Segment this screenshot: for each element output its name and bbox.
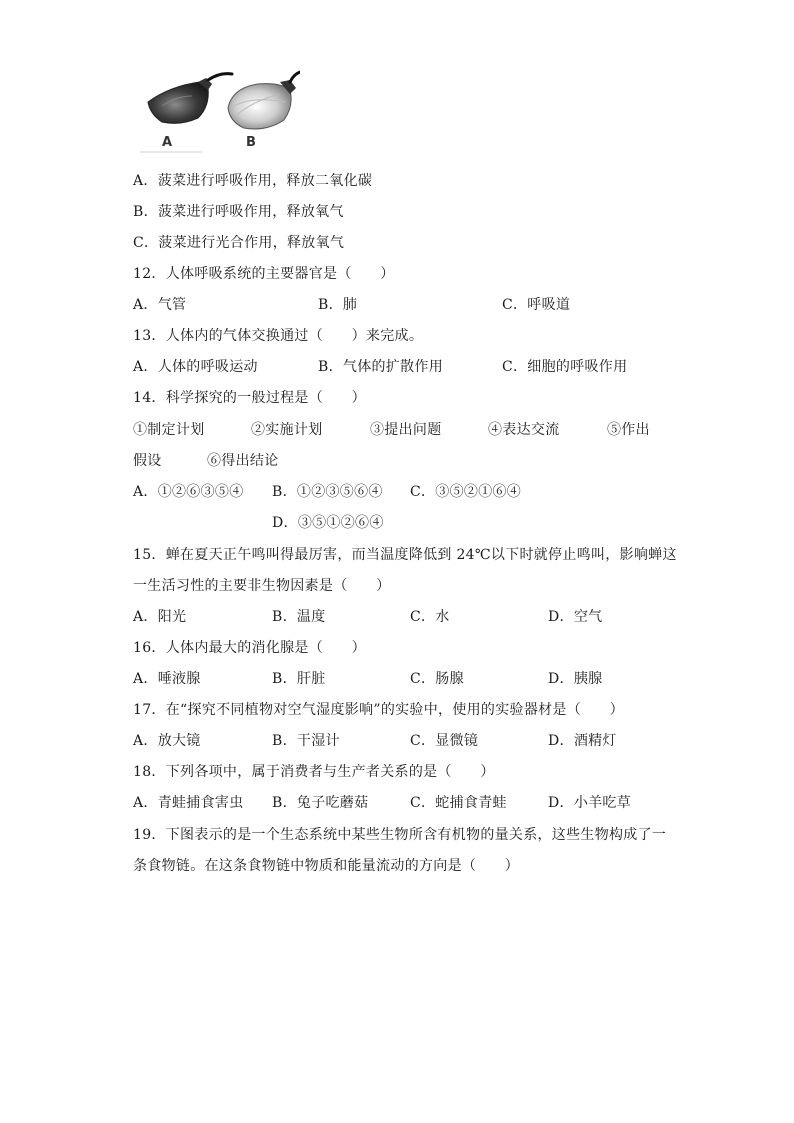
q18-option-c: C．蛇捕食青蛙: [410, 795, 507, 811]
q14-option-c: C．③⑤②①⑥④: [410, 484, 522, 500]
q12-option-c: C．呼吸道: [502, 297, 571, 313]
q18-option-d: D．小羊吃草: [548, 795, 632, 811]
q17-option-c: C．显微镜: [410, 733, 479, 749]
q14-step-6: ⑥得出结论: [207, 453, 279, 469]
q15-option-d: D．空气: [548, 609, 603, 625]
q17-option-d: D．酒精灯: [548, 733, 617, 749]
q14-stem: 14．科学探究的一般过程是（ ）: [133, 390, 366, 406]
q14-options: [133, 482, 553, 502]
q11-option-b: B．菠菜进行呼吸作用，释放氧气: [133, 204, 344, 220]
q13-option-c: C．细胞的呼吸作用: [502, 359, 628, 375]
q14-option-a: A．①②⑥③⑤④: [133, 484, 244, 500]
q14-option-d: D．③⑤①②⑥④: [272, 515, 384, 531]
q15-option-c: C．水: [410, 609, 450, 625]
q15-option-b: B．温度: [272, 609, 326, 625]
q16-option-a: A．唾液腺: [133, 671, 201, 687]
q13-option-b: B．气体的扩散作用: [318, 359, 443, 375]
q17-stem: 17．在“探究不同植物对空气湿度影响”的实验中，使用的实验器材是（ ）: [133, 702, 624, 718]
figure-label-a: A: [162, 135, 173, 150]
q12-options: [133, 295, 673, 315]
q16-option-d: D．胰腺: [548, 671, 603, 687]
q15-option-a: A．阳光: [133, 609, 187, 625]
q15-stem-line1: 15．蝉在夏天正午鸣叫得最厉害，而当温度降低到 24℃以下时就停止鸣叫，影响蝉这: [133, 547, 677, 563]
q13-option-a: A．人体的呼吸运动: [133, 359, 258, 375]
figure-label-b: B: [246, 135, 256, 150]
q16-options: [133, 669, 653, 689]
q14-step-4: ④表达交流: [488, 422, 560, 438]
q16-stem: 16．人体内最大的消化腺是（ ）: [133, 640, 366, 656]
q14-step-5: ⑤作出: [607, 422, 650, 438]
q13-options: [133, 357, 673, 377]
q18-option-a: A．青蛙捕食害虫: [133, 795, 244, 811]
q13-stem: 13．人体内的气体交换通过（ ）来完成。: [133, 328, 424, 344]
q14-step-5-cont: 假设: [133, 453, 162, 469]
bag-a-icon: [148, 74, 232, 124]
q17-option-b: B．干湿计: [272, 733, 340, 749]
q12-option-a: A．气管: [133, 297, 187, 313]
q14-step-1: ①制定计划: [133, 422, 205, 438]
q12-stem: 12．人体呼吸系统的主要器官是（ ）: [133, 266, 395, 282]
q16-option-b: B．肝脏: [272, 671, 326, 687]
q14-step-3: ③提出问题: [370, 422, 442, 438]
q17-options: [133, 731, 653, 751]
q17-option-a: A．放大镜: [133, 733, 201, 749]
q16-option-c: C．肠腺: [410, 671, 464, 687]
bag-experiment-figure: [140, 66, 300, 158]
q15-stem-line2: 一生活习性的主要非生物因素是（ ）: [133, 578, 391, 594]
q18-options: [133, 793, 653, 813]
bag-b-icon: [228, 72, 300, 129]
q11-option-a: A．菠菜进行呼吸作用，释放二氧化碳: [133, 173, 373, 189]
q15-options: [133, 607, 653, 627]
q14-steps-cont: [133, 451, 433, 471]
q11-option-c: C．菠菜进行光合作用，释放氧气: [133, 235, 345, 251]
q14-steps: [133, 420, 663, 440]
q12-option-b: B．肺: [318, 297, 358, 313]
q14-step-2: ②实施计划: [251, 422, 323, 438]
q18-stem: 18．下列各项中，属于消费者与生产者关系的是（ ）: [133, 764, 495, 780]
q19-stem-line1: 19．下图表示的是一个生态系统中某些生物所含有机物的量关系，这些生物构成了一: [133, 827, 667, 843]
q18-option-b: B．兔子吃蘑菇: [272, 795, 369, 811]
q14-option-b: B．①②③⑤⑥④: [272, 484, 383, 500]
q19-stem-line2: 条食物链。在这条食物链中物质和能量流动的方向是（ ）: [133, 858, 520, 874]
